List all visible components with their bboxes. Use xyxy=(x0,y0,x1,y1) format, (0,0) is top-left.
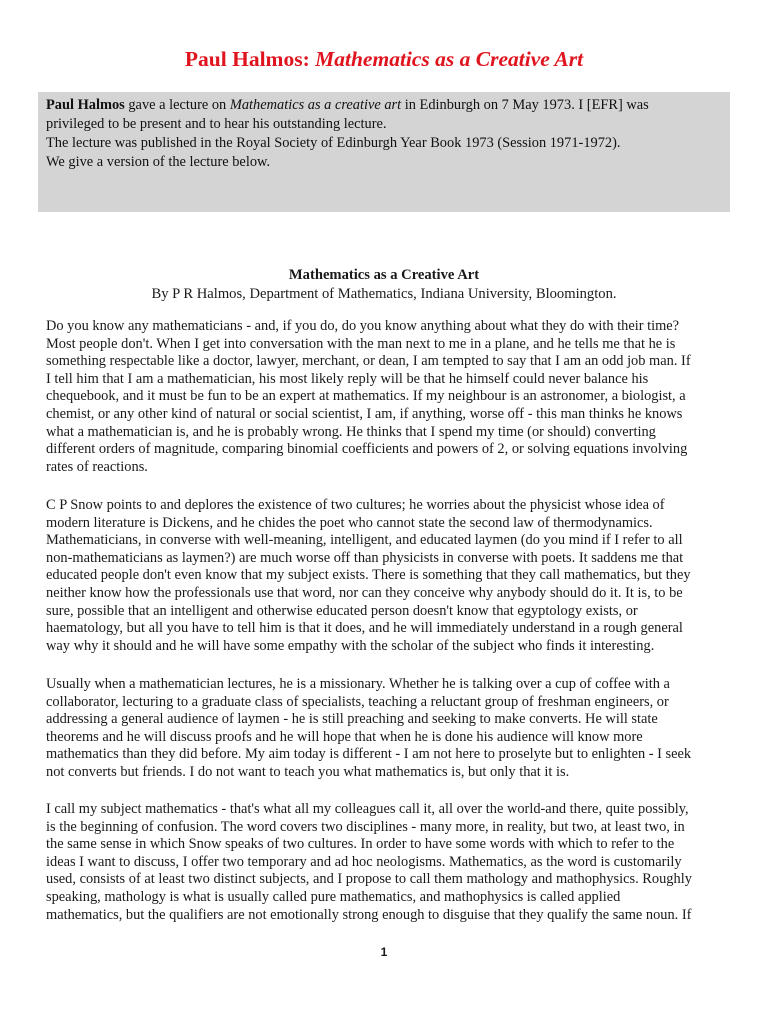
title-author: Paul Halmos: xyxy=(184,47,310,71)
text-line: is the beginning of confusion. The word covers two disciplines - many more, in reality, but two, at least two, in xyxy=(46,818,685,835)
paragraph-4 xyxy=(46,801,736,924)
paragraph-3 xyxy=(46,676,736,782)
text-line: what a mathematician is, and he is probably wrong. He thinks that I spend my time (or should) converting xyxy=(46,423,656,440)
text-line: rates of reactions. xyxy=(46,458,148,475)
text-line: neither know how the professionals use that word, nor can they conceive why anybody should do it. It is, to be xyxy=(46,584,683,601)
text-line: modern literature is Dickens, and he chides the poet who cannot state the second law of thermodynamics. xyxy=(46,514,653,531)
text-line: C P Snow points to and deplores the existence of two cultures; he worries about the physicist whose idea of xyxy=(46,497,665,513)
article-byline: By P R Halmos, Department of Mathematics, Indiana University, Bloomington. xyxy=(151,286,617,302)
text-line: Do you know any mathematicians - and, if you do, do you know anything about what they do with their time? xyxy=(46,318,680,334)
article-heading: Mathematics as a Creative Art xyxy=(288,267,480,283)
text-line: mathematics, but the qualifiers are not emotionally strong enough to disguise that they qualify the same noun. If xyxy=(46,906,692,923)
page-number: 1 xyxy=(380,945,388,959)
text-line: ideas I want to discuss, I offer two temporary and ad hoc neologisms. Mathematics, as the word is customarily xyxy=(46,853,682,870)
text-line: Mathematicians, in converse with well-meaning, intelligent, and educated laymen (do you mind if I refer to all xyxy=(46,532,683,549)
text-line: something respectable like a doctor, lawyer, merchant, or dean, I am tempted to say that I am an odd job man. If xyxy=(46,353,691,370)
text-line: mathematics than they did before. My aim today is different - I am not here to proselyte but to enlighten - I seek xyxy=(46,746,692,763)
intro-line-3: The lecture was published in the Royal Society of Edinburgh Year Book 1973 (Session 1971-1972). xyxy=(46,135,621,151)
text-line: used, consists of at least two distinct subjects, and I propose to call them mathology and mathophysics. Roughly xyxy=(46,871,692,888)
text-line: Usually when a mathematician lectures, he is a missionary. Whether he is talking over a cup of coffee with a xyxy=(46,676,670,692)
text-line: theorems and he will discuss proofs and he will hope that when he is done his audience will know more xyxy=(46,728,643,745)
intro-line-2: privileged to be present and to hear his outstanding lecture. xyxy=(46,116,387,132)
text-line: collaborator, lecturing to a graduate class of specialists, teaching a reluctant group of freshman engineers, or xyxy=(46,693,669,710)
text-line: I tell him that I am a mathematician, his most likely reply will be that he himself could never balance his xyxy=(46,370,649,387)
intro-line-4: We give a version of the lecture below. xyxy=(46,154,271,170)
title-text: Mathematics as a Creative Art xyxy=(315,47,584,71)
text-line: I call my subject mathematics - that's what all my colleagues call it, all over the world-and there, quite possibly, xyxy=(46,801,689,817)
text-line: not converts but friends. I do not want to teach you what mathematics is, but only that it is. xyxy=(46,763,570,780)
text-line: non-mathematicians as laymen?) are much worse off than physicists in converse with poets. It saddens me that xyxy=(46,549,684,566)
text-line: different orders of magnitude, comparing binomial coefficients and powers of 2, or solving equations involving xyxy=(46,441,688,458)
paragraph-1 xyxy=(46,318,736,476)
paragraph-2 xyxy=(46,497,736,655)
page-title xyxy=(0,44,768,74)
text-line: addressing a general audience of laymen - he is still preaching and seeking to make converts. He will state xyxy=(46,711,658,728)
text-line: the same sense in which Snow speaks of two cultures. In order to have some words with which to refer to the xyxy=(46,836,675,853)
text-line: chequebook, and it must be fun to be an expert at mathematics. If my neighbour is an astronomer, a biologist, a xyxy=(46,388,686,405)
intro-line-1: Paul Halmos gave a lecture on Mathematics as a creative art in Edinburgh on 7 May 1973. I [EFR] was xyxy=(46,97,649,113)
intro-lecture-title: Mathematics as a creative art xyxy=(229,97,402,113)
intro-box xyxy=(38,92,730,212)
text-line: haematology, but all you have to tell him is that it does, and he will immediately understand in a rough general xyxy=(46,620,683,637)
text-line: chemist, or any other kind of natural or social scientist, I am, if anything, worse off - this man thinks he knows xyxy=(46,405,683,422)
text-line: Most people don't. When I get into conversation with the man next to me in a plane, and he tells me that he is xyxy=(46,335,676,352)
intro-author-name: Paul Halmos xyxy=(46,97,125,113)
text-line: sure, possible that an intelligent and otherwise educated person doesn't know that egyptology exists, or xyxy=(46,602,638,619)
text-line: speaking, mathology is what is usually called pure mathematics, and mathophysics is called applied xyxy=(46,888,621,905)
text-line: educated people don't even know that my subject exists. There is something that they call mathematics, but they xyxy=(46,567,691,584)
text-line: way why it should and he will have some empathy with the scholar of the subject who finds it interesting. xyxy=(46,637,655,654)
